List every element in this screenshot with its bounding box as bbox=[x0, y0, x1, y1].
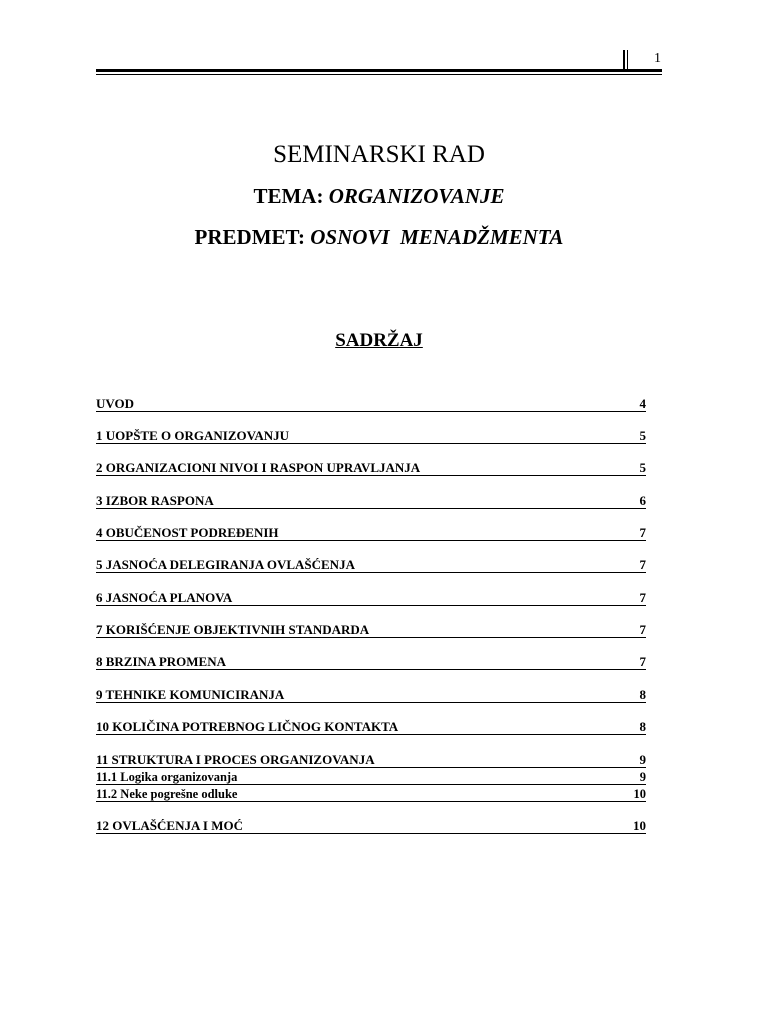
toc-entry-label: 8 BRZINA PROMENA bbox=[96, 654, 227, 669]
toc-entry-page: 10 bbox=[633, 787, 646, 801]
toc-entry[interactable] bbox=[96, 655, 646, 670]
topic-line bbox=[0, 184, 758, 208]
toc-entry[interactable] bbox=[96, 688, 646, 703]
toc-entry[interactable] bbox=[96, 494, 646, 509]
subject-line bbox=[0, 225, 758, 249]
page-number: 1 bbox=[654, 51, 661, 66]
toc-entry-page: 5 bbox=[639, 460, 646, 475]
header-marker-bar bbox=[623, 50, 625, 69]
toc-entry[interactable] bbox=[96, 558, 646, 573]
toc-entry[interactable] bbox=[96, 753, 646, 768]
toc-subentry[interactable] bbox=[96, 787, 646, 802]
toc-entry-page: 7 bbox=[639, 525, 646, 540]
toc-entry-label: 11.1 Logika organizovanja bbox=[96, 770, 238, 784]
toc-entry-label: 4 OBUČENOST PODREĐENIH bbox=[96, 525, 279, 540]
toc-entry-label: 10 KOLIČINA POTREBNOG LIČNOG KONTAKTA bbox=[96, 719, 399, 734]
toc-entry-page: 7 bbox=[639, 622, 646, 637]
toc-subentry[interactable] bbox=[96, 770, 646, 785]
subject-label: PREDMET: bbox=[194, 225, 305, 249]
toc-entry[interactable] bbox=[96, 819, 646, 834]
toc-entry-label: 11.2 Neke pogrešne odluke bbox=[96, 787, 238, 801]
toc-entry[interactable] bbox=[96, 623, 646, 638]
toc-entry-label: 7 KORIŠĆENJE OBJEKTIVNIH STANDARDA bbox=[96, 622, 370, 637]
toc-entry-page: 9 bbox=[639, 752, 646, 767]
subject-value: OSNOVI MENADŽMENTA bbox=[310, 225, 564, 249]
toc-entry-label: 5 JASNOĆA DELEGIRANJA OVLAŠĆENJA bbox=[96, 557, 355, 572]
header-rule-thin bbox=[96, 74, 662, 75]
toc-entry-label: 2 ORGANIZACIONI NIVOI I RASPON UPRAVLJANJA bbox=[96, 460, 421, 475]
toc-entry[interactable] bbox=[96, 429, 646, 444]
toc-entry-label: 11 STRUKTURA I PROCES ORGANIZOVANJA bbox=[96, 752, 375, 767]
toc-entry[interactable] bbox=[96, 720, 646, 735]
toc-entry-page: 7 bbox=[639, 590, 646, 605]
toc-entry-page: 7 bbox=[639, 654, 646, 669]
toc-entry[interactable] bbox=[96, 591, 646, 606]
topic-label: TEMA: bbox=[253, 184, 324, 208]
toc-entry-label: 3 IZBOR RASPONA bbox=[96, 493, 214, 508]
toc-entry-page: 7 bbox=[639, 557, 646, 572]
toc-entry[interactable] bbox=[96, 397, 646, 412]
toc-entry-page: 10 bbox=[633, 818, 646, 833]
toc-entry-page: 4 bbox=[639, 396, 646, 411]
toc-entry-label: 1 UOPŠTE O ORGANIZOVANJU bbox=[96, 428, 289, 443]
toc-entry-page: 6 bbox=[639, 493, 646, 508]
toc-entry-page: 5 bbox=[639, 428, 646, 443]
document-title: SEMINARSKI RAD bbox=[273, 141, 485, 168]
toc-entry-page: 8 bbox=[639, 719, 646, 734]
toc-entry-label: UVOD bbox=[96, 396, 135, 411]
toc-entry-label: 12 OVLAŠĆENJA I MOĆ bbox=[96, 818, 243, 833]
toc-entry[interactable] bbox=[96, 461, 646, 476]
toc-entry-page: 8 bbox=[639, 687, 646, 702]
header-rule-thick bbox=[96, 69, 662, 72]
toc-entry-label: 9 TEHNIKE KOMUNICIRANJA bbox=[96, 687, 285, 702]
topic-value: ORGANIZOVANJE bbox=[328, 184, 505, 208]
toc-entry-label: 6 JASNOĆA PLANOVA bbox=[96, 590, 233, 605]
toc-entry-page: 9 bbox=[639, 770, 646, 784]
header-marker-bar-thin bbox=[627, 50, 628, 69]
toc-entry[interactable] bbox=[96, 526, 646, 541]
toc-heading: SADRŽAJ bbox=[335, 330, 423, 351]
